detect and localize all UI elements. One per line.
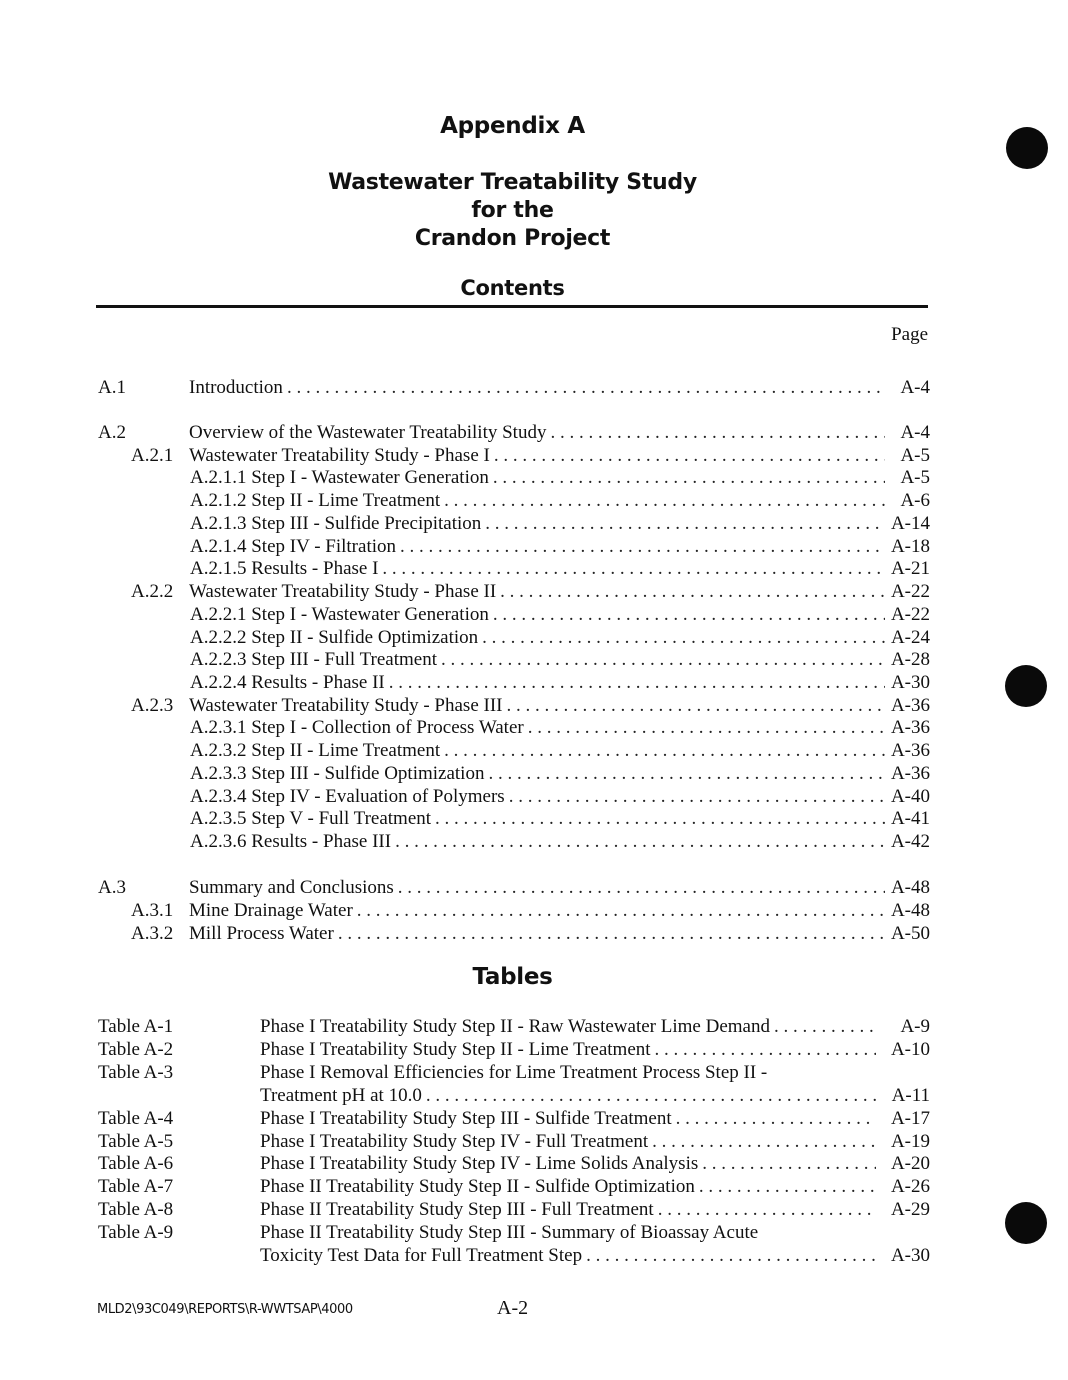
table-label: Table A-6: [98, 1153, 174, 1174]
table-label: Table A-4: [98, 1108, 174, 1129]
toc-entry-title: A.2.1.4 Step IV - Filtration: [190, 536, 397, 557]
toc-row: [0, 466, 1068, 489]
toc-entry-title: Wastewater Treatability Study - Phase II: [189, 581, 497, 602]
table-title: Phase II Treatability Study Step III - Summary of Bioassay Acute: [260, 1222, 759, 1243]
toc-entry: [190, 785, 885, 808]
table-entry: [260, 1198, 876, 1221]
toc-entry: [189, 899, 885, 922]
table-page-number: A-11: [891, 1085, 930, 1106]
table-entry-row: [0, 1107, 1068, 1130]
dot-leader: [774, 1015, 876, 1038]
dot-leader: [655, 1038, 876, 1061]
toc-entry-title: A.2.3.4 Step IV - Evaluation of Polymers: [190, 786, 505, 807]
dot-leader: [509, 785, 885, 808]
dot-leader: [493, 603, 885, 626]
toc-row: [0, 739, 1068, 762]
table-page-number: A-30: [890, 1245, 930, 1266]
table-page-number: A-10: [890, 1039, 930, 1060]
toc-page-number: A-4: [900, 377, 930, 398]
toc-page-number: A-5: [900, 445, 930, 466]
toc-page-number: A-42: [890, 831, 930, 852]
table-label: Table A-9: [98, 1222, 174, 1243]
toc-row: [0, 716, 1068, 739]
table-entry: [260, 1175, 876, 1198]
dot-leader: [500, 580, 885, 603]
toc-page-number: A-40: [890, 786, 930, 807]
dot-leader: [338, 922, 885, 945]
toc-row: [0, 376, 1068, 399]
toc-entry-title: A.2.2.2 Step II - Sulfide Optimization: [190, 627, 479, 648]
toc-page-number: A-50: [890, 923, 930, 944]
toc-entry: [190, 739, 885, 762]
table-page-number: A-17: [890, 1108, 930, 1129]
table-title: Phase II Treatability Study Step III - Full Treatment: [260, 1199, 654, 1220]
toc-entry-title: A.2.1.1 Step I - Wastewater Generation: [190, 467, 489, 488]
toc-entry-title: A.2.3.3 Step III - Sulfide Optimization: [190, 763, 485, 784]
toc-page-number: A-48: [890, 900, 930, 921]
table-entry-row: [0, 1221, 1068, 1244]
toc-row: [0, 421, 1068, 444]
table-page-number: A-29: [890, 1199, 930, 1220]
table-label: Table A-5: [98, 1131, 174, 1152]
table-title: Phase I Removal Efficiencies for Lime Treatment Process Step II -: [260, 1062, 768, 1083]
tables-heading: Tables: [472, 964, 553, 990]
toc-section-number: A.2: [98, 422, 126, 443]
toc-entry: [189, 376, 885, 399]
table-entry-row: [0, 1244, 1068, 1267]
toc-entry-title: A.2.3.5 Step V - Full Treatment: [190, 808, 432, 829]
dot-leader: [699, 1175, 876, 1198]
toc-section-number: A.2.2: [131, 581, 174, 602]
table-title: Phase II Treatability Study Step II - Sulfide Optimization: [260, 1176, 695, 1197]
document-title-line-1: Wastewater Treatability Study: [328, 170, 697, 195]
toc-entry-title: A.2.3.2 Step II - Lime Treatment: [190, 740, 441, 761]
toc-row: [0, 535, 1068, 558]
toc-entry-title: Wastewater Treatability Study - Phase I: [189, 445, 490, 466]
dot-leader: [389, 671, 885, 694]
appendix-heading: Appendix A: [440, 113, 585, 139]
toc-entry-title: A.2.1.5 Results - Phase I: [190, 558, 379, 579]
dot-leader: [357, 899, 885, 922]
toc-section-number: A.3.2: [131, 923, 174, 944]
toc-page-number: A-6: [900, 490, 930, 511]
table-label: Table A-1: [98, 1016, 174, 1037]
table-entry: [260, 1130, 876, 1153]
dot-leader: [426, 1084, 876, 1107]
toc-entry: [190, 512, 885, 535]
toc-section-number: A.3.1: [131, 900, 174, 921]
toc-entry: [190, 535, 885, 558]
table-title: Phase I Treatability Study Step IV - Full Treatment: [260, 1131, 649, 1152]
toc-row: [0, 876, 1068, 899]
toc-entry-title: Mill Process Water: [189, 923, 334, 944]
dot-leader: [287, 376, 885, 399]
toc-page-number: A-36: [890, 740, 930, 761]
table-title: Phase I Treatability Study Step II - Raw Wastewater Lime Demand: [260, 1016, 770, 1037]
toc-page-number: A-28: [890, 649, 930, 670]
toc-section-number: A.2.3: [131, 695, 174, 716]
toc-page-number: A-41: [890, 808, 930, 829]
toc-page-number: A-14: [890, 513, 930, 534]
table-entry-row: [0, 1175, 1068, 1198]
toc-page-number: A-21: [890, 558, 930, 579]
toc-entry: [190, 716, 885, 739]
toc-page-number: A-4: [900, 422, 930, 443]
table-label: Table A-7: [98, 1176, 174, 1197]
toc-entry: [190, 603, 885, 626]
table-entry: [260, 1107, 876, 1130]
dot-leader: [395, 830, 885, 853]
table-page-number: A-20: [890, 1153, 930, 1174]
table-page-number: A-26: [890, 1176, 930, 1197]
toc-row: [0, 807, 1068, 830]
dot-leader: [382, 557, 885, 580]
table-entry-row: [0, 1084, 1068, 1107]
toc-page-number: A-36: [890, 717, 930, 738]
toc-entry-title: Summary and Conclusions: [189, 877, 394, 898]
toc-row: [0, 626, 1068, 649]
toc-page-number: A-24: [890, 627, 930, 648]
toc-row: [0, 830, 1068, 853]
toc-page-number: A-48: [890, 877, 930, 898]
toc-entry-title: A.2.1.2 Step II - Lime Treatment: [190, 490, 441, 511]
dot-leader: [444, 489, 885, 512]
toc-entry: [190, 671, 885, 694]
dot-leader: [488, 762, 885, 785]
toc-row: [0, 899, 1068, 922]
toc-page-number: A-30: [890, 672, 930, 693]
dot-leader: [528, 716, 885, 739]
toc-page-number: A-36: [890, 695, 930, 716]
page-column-label: Page: [891, 324, 928, 345]
dot-leader: [676, 1107, 876, 1130]
toc-entry-title: Introduction: [189, 377, 283, 398]
table-entry: [260, 1015, 876, 1038]
table-entry-row: [0, 1038, 1068, 1061]
toc-row: [0, 603, 1068, 626]
dot-leader: [435, 807, 885, 830]
toc-section-number: A.1: [98, 377, 126, 398]
table-entry: [260, 1038, 876, 1061]
toc-row: [0, 648, 1068, 671]
dot-leader: [493, 466, 885, 489]
dot-leader: [482, 626, 885, 649]
toc-row: [0, 444, 1068, 467]
toc-entry-title: A.2.2.3 Step III - Full Treatment: [190, 649, 437, 670]
document-title-line-2: for the: [471, 198, 554, 223]
toc-entry-title: A.2.3.1 Step I - Collection of Process Water: [190, 717, 524, 738]
table-entry: [260, 1152, 876, 1175]
table-entry-row: [0, 1130, 1068, 1153]
table-title: Phase I Treatability Study Step IV - Lime Solids Analysis: [260, 1153, 699, 1174]
toc-section-number: A.3: [98, 877, 126, 898]
toc-entry-title: A.2.2.4 Results - Phase II: [190, 672, 385, 693]
table-label: Table A-2: [98, 1039, 174, 1060]
contents-heading: Contents: [460, 276, 565, 300]
toc-entry: [189, 580, 885, 603]
toc-entry: [190, 830, 885, 853]
dot-leader: [485, 512, 885, 535]
toc-entry: [190, 762, 885, 785]
table-entry: [260, 1244, 876, 1267]
dot-leader: [400, 535, 885, 558]
toc-row: [0, 557, 1068, 580]
toc-entry: [190, 807, 885, 830]
toc-entry-title: Wastewater Treatability Study - Phase III: [189, 695, 503, 716]
toc-entry-title: A.2.1.3 Step III - Sulfide Precipitation: [190, 513, 482, 534]
table-title: Toxicity Test Data for Full Treatment Step: [260, 1245, 583, 1266]
toc-entry-title: Mine Drainage Water: [189, 900, 353, 921]
table-entry: [260, 1084, 876, 1107]
dot-leader: [444, 739, 885, 762]
toc-entry: [190, 648, 885, 671]
toc-row: [0, 671, 1068, 694]
toc-page-number: A-22: [890, 604, 930, 625]
toc-entry: [189, 876, 885, 899]
contents-divider: [96, 305, 928, 308]
toc-entry: [189, 922, 885, 945]
toc-row: [0, 762, 1068, 785]
toc-page-number: A-22: [890, 581, 930, 602]
dot-leader: [702, 1152, 876, 1175]
toc-section-number: A.2.1: [131, 445, 174, 466]
table-title: Phase I Treatability Study Step II - Lime Treatment: [260, 1039, 651, 1060]
toc-page-number: A-36: [890, 763, 930, 784]
dot-leader: [586, 1244, 876, 1267]
dot-leader: [550, 421, 885, 444]
table-entry-row: [0, 1152, 1068, 1175]
footer-page-number: A-2: [497, 1297, 529, 1319]
toc-row: [0, 580, 1068, 603]
toc-row: [0, 694, 1068, 717]
table-page-number: A-19: [890, 1131, 930, 1152]
toc-entry: [190, 466, 885, 489]
toc-entry-title: A.2.3.6 Results - Phase III: [190, 831, 392, 852]
toc-row: [0, 489, 1068, 512]
toc-entry: [190, 557, 885, 580]
toc-entry-title: A.2.2.1 Step I - Wastewater Generation: [190, 604, 489, 625]
table-entry-row: [0, 1198, 1068, 1221]
table-title: Treatment pH at 10.0: [260, 1085, 422, 1106]
table-label: Table A-3: [98, 1062, 174, 1083]
dot-leader: [652, 1130, 876, 1153]
document-title-line-3: Crandon Project: [414, 226, 611, 251]
dot-leader: [494, 444, 885, 467]
toc-row: [0, 922, 1068, 945]
toc-entry: [190, 626, 885, 649]
dot-leader: [398, 876, 885, 899]
table-title: Phase I Treatability Study Step III - Sulfide Treatment: [260, 1108, 672, 1129]
toc-entry: [189, 444, 885, 467]
table-entry-row: [0, 1015, 1068, 1038]
toc-page-number: A-18: [890, 536, 930, 557]
dot-leader: [658, 1198, 876, 1221]
footer-file-path: MLD2\93C049\REPORTS\R-WWTSAP\4000: [97, 1302, 353, 1317]
toc-row: [0, 785, 1068, 808]
toc-row: [0, 512, 1068, 535]
table-page-number: A-9: [900, 1016, 930, 1037]
toc-page-number: A-5: [900, 467, 930, 488]
toc-entry: [189, 421, 885, 444]
toc-entry-title: Overview of the Wastewater Treatability Study: [189, 422, 547, 443]
dot-leader: [507, 694, 886, 717]
dot-leader: [441, 648, 885, 671]
toc-entry: [190, 489, 885, 512]
table-entry-row: [0, 1061, 1068, 1084]
table-label: Table A-8: [98, 1199, 174, 1220]
toc-entry: [189, 694, 885, 717]
